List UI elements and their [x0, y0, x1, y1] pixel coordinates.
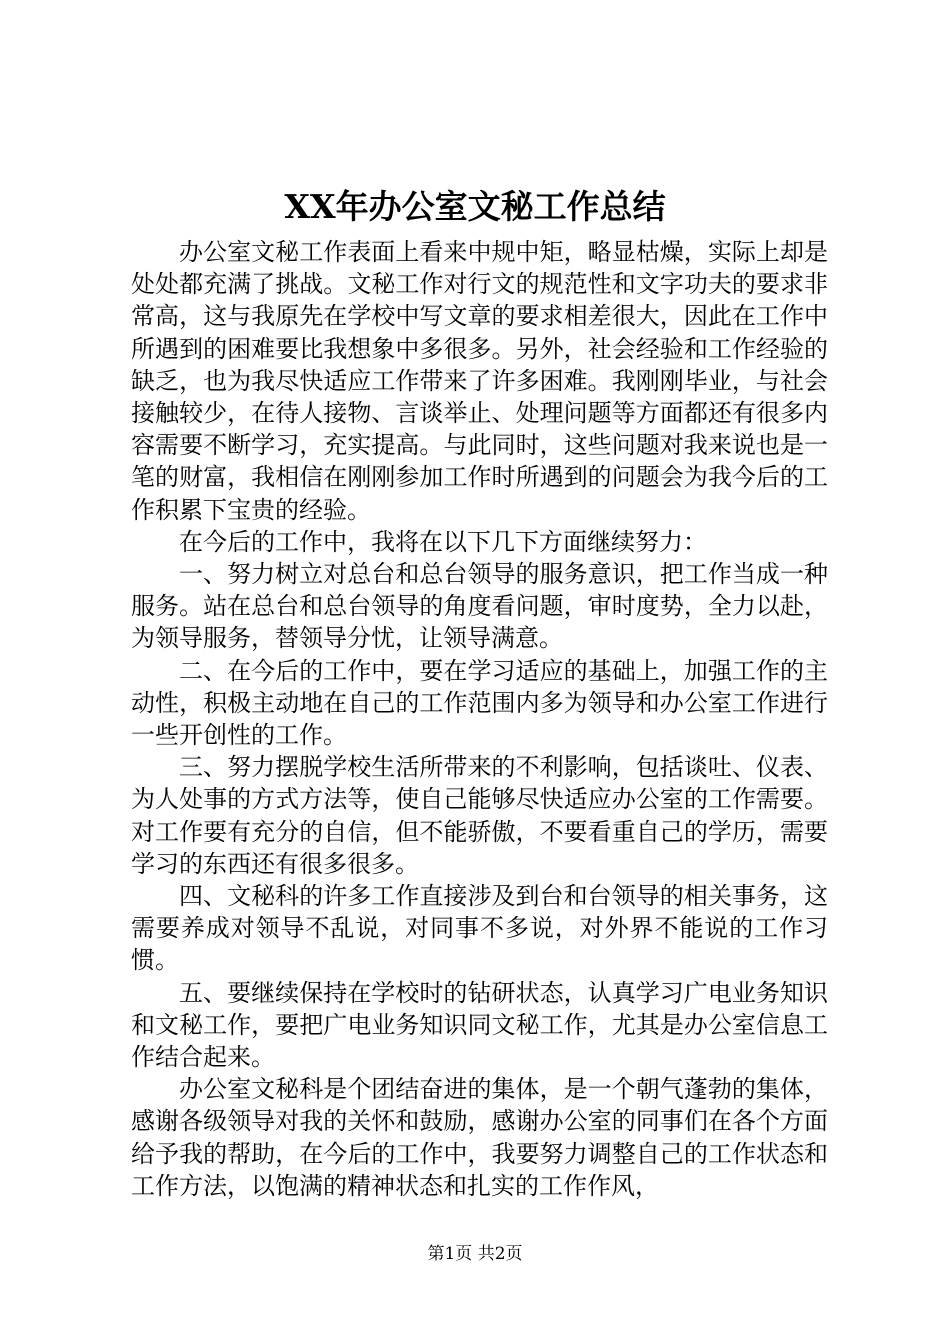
paragraph-intro: 办公室文秘工作表面上看来中规中矩，略显枯燥，实际上却是处处都充满了挑战。文秘工作对行文的规范性和文字功夫的要求非常高，这与我原先在学校中写文章的要求相差很大，因此在工作中所遇到的困难要比我想象中多很多。另外，社会经验和工作经验的缺乏，也为我尽快适应工作带来了许多困难。我刚刚毕业，与社会接触较少，在待人接物、言谈举止、处理问题等方面都还有很多内容需要不断学习，充实提高。与此同时，这些问题对我来说也是一笔的财富，我相信在刚刚参加工作时所遇到的问题会为我今后的工作积累下宝贵的经验。	[131, 238, 828, 524]
paragraph-closing: 办公室文秘科是个团结奋进的集体，是一个朝气蓬勃的集体，感谢各级领导对我的关怀和鼓励，感谢办公室的同事们在各个方面给予我的帮助，在今后的工作中，我要努力调整自己的工作状态和工作方法，以饱满的精神状态和扎实的工作作风，	[131, 1075, 828, 1200]
paragraph-point-4: 四、文秘科的许多工作直接涉及到台和台领导的相关事务，这需要养成对领导不乱说，对同事不多说，对外界不能说的工作习惯。	[131, 882, 828, 975]
paragraph-point-2: 二、在今后的工作中，要在学习适应的基础上，加强工作的主动性，积极主动地在自己的工作范围内多为领导和办公室工作进行一些开创性的工作。	[131, 656, 828, 750]
page-number-footer: 第1页 共2页	[427, 1244, 523, 1264]
document-body	[131, 236, 828, 1202]
paragraph-plan-heading: 在今后的工作中，我将在以下几下方面继续努力：	[179, 527, 707, 556]
paragraph-point-5: 五、要继续保持在学校时的钻研状态，认真学习广电业务知识和文秘工作，要把广电业务知识同文秘工作，尤其是办公室信息工作结合起来。	[131, 978, 828, 1072]
paragraph-point-3: 三、努力摆脱学校生活所带来的不利影响，包括谈吐、仪表、为人处事的方式方法等，使自己能够尽快适应办公室的工作需要。对工作要有充分的自信，但不能骄傲，不要看重自己的学历，需要学习的东西还有很多很多。	[131, 753, 828, 878]
document-title: XX年办公室文秘工作总结	[284, 187, 666, 226]
paragraph-point-1: 一、努力树立对总台和总台领导的服务意识，把工作当成一种服务。站在总台和总台领导的角度看问题，审时度势，全力以赴，为领导服务，替领导分忧，让领导满意。	[131, 560, 828, 653]
